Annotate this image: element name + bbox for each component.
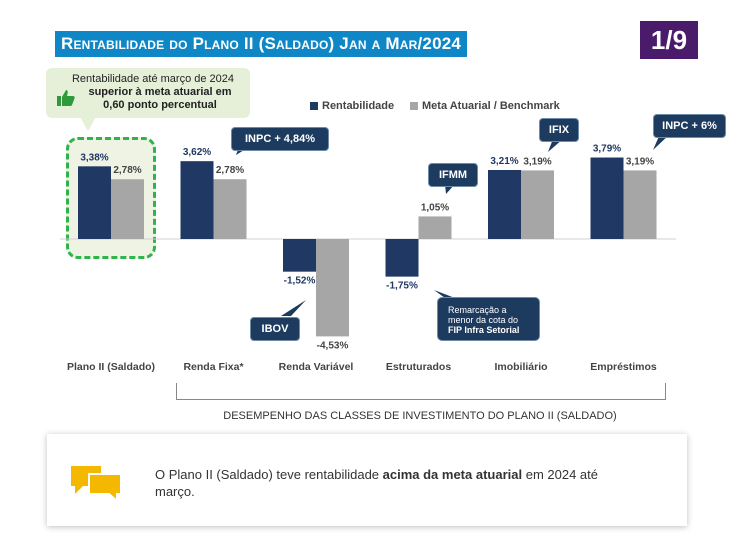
note-fip-infra [437, 297, 540, 341]
data-label-rentabilidade-2: -1,52% [283, 275, 316, 287]
note-line2: menor da cota do [448, 315, 519, 325]
callout-line3: 0,60 ponto percentual [103, 99, 217, 111]
bar-meta-5 [624, 170, 657, 239]
legend-label-rentabilidade: Rentabilidade [322, 100, 395, 112]
data-label-rentabilidade-0: 3,38% [80, 152, 109, 164]
benchmark-tag-inpc-484: INPC + 4,84% [231, 127, 329, 151]
data-label-meta-2: -4,53% [316, 340, 349, 352]
bar-rentabilidade-0 [78, 166, 111, 239]
page-title: Rentabilidade do Plano II (Saldado) Jan a Mar/2024 [55, 31, 467, 57]
category-label-2: Renda Variável [278, 361, 354, 373]
conclusion-bold: acima da meta atuarial [382, 467, 523, 482]
data-label-meta-3: 1,05% [420, 202, 450, 214]
callout-line1: Rentabilidade até março de 2024 [71, 73, 235, 85]
data-label-rentabilidade-5: 3,79% [592, 143, 622, 155]
data-label-rentabilidade-4: 3,21% [490, 155, 519, 167]
category-label-5: Empréstimos [590, 361, 657, 373]
benchmark-tag-inpc-6: INPC + 6% [653, 114, 726, 138]
category-label-1: Renda Fixa* [183, 361, 244, 373]
note-line3: FIP Infra Setorial [448, 325, 520, 335]
chat-bubbles-icon [69, 464, 123, 502]
bar-rentabilidade-4 [488, 170, 521, 239]
conclusion-box [47, 434, 687, 526]
note-line1: Remarcação a [448, 305, 507, 315]
bar-rentabilidade-3 [386, 239, 419, 277]
page-number-badge: 1/9 [640, 21, 698, 59]
data-label-meta-4: 3,19% [523, 156, 552, 168]
data-label-meta-1: 2,78% [215, 165, 245, 177]
data-label-rentabilidade-1: 3,62% [182, 147, 212, 159]
bar-rentabilidade-1 [181, 161, 214, 239]
bar-meta-4 [521, 170, 554, 239]
data-label-rentabilidade-3: -1,75% [386, 280, 418, 292]
classes-bracket [176, 383, 666, 400]
bar-rentabilidade-2 [283, 239, 316, 272]
bar-meta-2 [316, 239, 349, 336]
benchmark-tag-ifmm: IFMM [428, 163, 478, 187]
bar-meta-1 [214, 179, 247, 239]
bar-rentabilidade-5 [591, 158, 624, 239]
category-label-0: Plano II (Saldado) [66, 361, 156, 373]
benchmark-tag-ifix: IFIX [539, 118, 579, 142]
bar-meta-3 [419, 216, 452, 239]
conclusion-text: O Plano II (Saldado) teve rentabilidade acima da meta atuarial em 2024 até março. [155, 467, 598, 499]
chart-caption: DESEMPENHO DAS CLASSES DE INVESTIMENTO DO PLANO II (SALDADO) [223, 410, 617, 422]
category-label-4: Imobiliário [494, 361, 548, 373]
category-label-3: Estruturados [385, 361, 452, 373]
tag-pointer-1 [281, 300, 306, 316]
legend-label-meta: Meta Atuarial / Benchmark [422, 100, 560, 112]
bar-meta-0 [111, 179, 144, 239]
benchmark-tag-ibov: IBOV [250, 317, 300, 341]
data-label-meta-0: 2,78% [113, 165, 142, 177]
callout-line2: superior à meta atuarial em [88, 86, 232, 98]
data-label-meta-5: 3,19% [625, 156, 655, 168]
